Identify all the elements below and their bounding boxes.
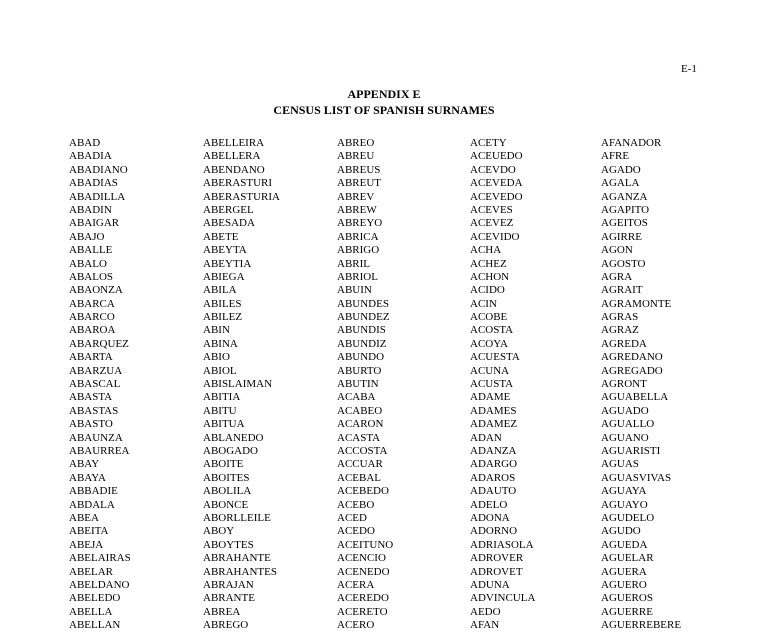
list-item: ABASTAS [69,404,119,417]
surname-column-2 [203,137,280,632]
list-item: ABILA [203,284,237,297]
list-item: ADONA [470,511,510,524]
list-item: ABREA [203,605,241,618]
list-item: ACOYA [470,337,508,350]
list-item: ADRIASOLA [470,538,534,551]
list-item: AGUERRE [601,605,653,618]
list-item: ACEBAL [337,471,381,484]
list-item: ABOYTES [203,538,254,551]
list-item: ABEITA [69,525,109,538]
list-item: ABIO [203,351,230,364]
list-item: ABELEDO [69,592,121,605]
list-item: AGUABELLA [601,391,669,404]
list-item: ABAUNZA [69,431,123,444]
surname-column-5 [601,137,681,632]
surname-columns [0,137,768,632]
list-item: ACERA [337,578,375,591]
list-item: ABARTA [69,351,113,364]
list-item: AGUELAR [601,552,654,565]
list-item: ABADIANO [69,163,128,176]
list-item: ABADIN [69,203,112,216]
list-item: ACEBO [337,498,375,511]
list-item: ABADILLA [69,190,126,203]
list-item: ABUTIN [337,378,379,391]
list-item: ABARCA [69,297,115,310]
list-item: ABASCAL [69,378,121,391]
list-item: ACCOSTA [337,444,388,457]
list-item: ACUESTA [470,351,520,364]
list-item: ABIEGA [203,270,245,283]
list-item: ABERASTURIA [203,190,281,203]
list-item: ABREW [337,203,377,216]
list-item: AGRAS [601,311,639,324]
list-item: ABITU [203,404,237,417]
list-item: AGEITOS [601,217,648,230]
list-item: ADAMEZ [470,418,518,431]
list-item: ACUNA [470,364,510,377]
surname-column-3 [337,137,393,632]
list-item: ABAROA [69,324,116,337]
list-item: ABRANTE [203,592,255,605]
list-item: ACIDO [470,284,505,297]
list-item: AEDO [470,605,501,618]
list-item: ABRAHANTE [203,552,271,565]
list-item: ABENDANO [203,163,265,176]
list-item: AGREDA [601,337,647,350]
list-item: ABUIN [337,284,372,297]
list-item: ABIN [203,324,230,337]
list-item: ABITIA [203,391,241,404]
list-item: ABIOL [203,364,237,377]
list-item: ACEVES [470,203,513,216]
list-item: ACEVEDA [470,177,523,190]
appendix-title: APPENDIX E [347,87,421,101]
list-item: AGRAMONTE [601,297,672,310]
list-item: AGRA [601,270,633,283]
list-item: ABUNDIZ [337,337,387,350]
list-item: ABITUA [203,418,245,431]
list-item: AGALA [601,177,640,190]
list-item: ABEYTIA [203,257,252,270]
list-item: ABERASTURI [203,177,273,190]
list-item: ADROVER [470,552,524,565]
list-item: AGANZA [601,190,648,203]
list-item: ABARCO [69,311,115,324]
list-item: AGUERREBERE [601,619,682,632]
list-item: ACABEO [337,404,383,417]
list-item: ABBADIE [69,485,118,498]
list-item: ABASTO [69,418,113,431]
list-item: AGUERA [601,565,647,578]
list-item: AGAPITO [601,203,650,216]
list-item: ABDALA [69,498,115,511]
list-item: ABORLLEILE [203,511,271,524]
list-item: AGOSTO [601,257,646,270]
list-item: AGUARISTI [601,444,661,457]
list-item: AGUEDA [601,538,648,551]
page-number: E-1 [681,63,697,75]
list-item: ADAN [470,431,502,444]
list-item: ABEYTA [203,244,247,257]
list-item: ABALLE [69,244,113,257]
list-item: AGIRRE [601,230,642,243]
list-item: ACOBE [470,311,508,324]
list-item: ACUSTA [470,378,514,391]
list-item: AGUALLO [601,418,655,431]
list-item: ACHA [470,244,502,257]
list-item: ABILEZ [203,311,243,324]
list-item: AGUDO [601,525,641,538]
list-item: ABREUS [337,163,381,176]
list-item: ADVINCULA [470,592,536,605]
list-item: ACOSTA [470,324,514,337]
list-item: ACHON [470,270,510,283]
list-item: ADUNA [470,578,510,591]
list-item: AGRAIT [601,284,643,297]
list-item: ABISLAIMAN [203,378,273,391]
list-item: ACIN [470,297,497,310]
list-item: ABETE [203,230,239,243]
list-item: ABOITE [203,458,244,471]
list-item: AGUEROS [601,592,653,605]
list-item: AGUANO [601,431,649,444]
list-item: ABREU [337,150,375,163]
list-item: ABADIAS [69,177,118,190]
list-item: ABLANEDO [203,431,264,444]
list-item: ADARGO [470,458,518,471]
list-item: ACEREDO [337,592,389,605]
list-item: ACERETO [337,605,388,618]
list-item: ABURTO [337,364,382,377]
list-item: ACERO [337,619,375,632]
list-item: ACEITUNO [337,538,394,551]
list-item: ABAJO [69,230,105,243]
list-item: AGADO [601,163,641,176]
list-item: ABEA [69,511,99,524]
list-item: ABRAJAN [203,578,254,591]
list-item: ABELDANO [69,578,130,591]
list-item: ABESADA [203,217,255,230]
list-item: ADORNO [470,525,518,538]
list-item: ABARQUEZ [69,337,129,350]
list-item: AGUDELO [601,511,655,524]
list-item: ABONCE [203,498,249,511]
list-item: ACEDO [337,525,375,538]
list-item: ABRIGO [337,244,380,257]
list-item: ACEVEZ [470,217,514,230]
list-item: ABELLERA [203,150,261,163]
list-item: ACEBEDO [337,485,389,498]
list-item: ACEVIDO [470,230,520,243]
list-item: AGRONT [601,378,647,391]
list-item: ABOLILA [203,485,252,498]
list-item: ABAURREA [69,444,130,457]
list-item: ACHEZ [470,257,507,270]
list-item: ABUNDIS [337,324,386,337]
list-item: AFRE [601,150,630,163]
list-item: ACETY [470,137,507,149]
list-item: ABRIL [337,257,370,270]
surname-column-4 [470,137,535,632]
list-item: ABAY [69,458,100,471]
list-item: ABRICA [337,230,379,243]
list-item: ABELLA [69,605,113,618]
list-item: ABELAIRAS [69,552,131,565]
list-item: AGUAYA [601,485,647,498]
list-item: ADAMES [470,404,517,417]
list-item: AGREDANO [601,351,663,364]
list-item: ABELLEIRA [203,137,265,149]
list-item: ACEUEDO [470,150,523,163]
list-item: ABAD [69,137,101,149]
list-item: ABRIOL [337,270,378,283]
list-item: ACEVEDO [470,190,523,203]
list-item: AGUAS [601,458,639,471]
list-item: ABUNDO [337,351,385,364]
list-item: ABALO [69,257,107,270]
list-item: AGREGADO [601,364,663,377]
list-item: AGON [601,244,633,257]
list-item: ABADIA [69,150,112,163]
list-item: ABAONZA [69,284,123,297]
list-item: ABALOS [69,270,114,283]
list-item: AFANADOR [601,137,662,149]
list-item: ABRAHANTES [203,565,277,578]
list-item: ABREGO [203,619,249,632]
list-item: ACABA [337,391,376,404]
list-item: ABOITES [203,471,250,484]
list-title: CENSUS LIST OF SPANISH SURNAMES [273,103,495,117]
list-item: ABOGADO [203,444,258,457]
list-item: ACCUAR [337,458,383,471]
list-item: ABREO [337,137,375,149]
list-item: ACASTA [337,431,381,444]
list-item: ABREV [337,190,375,203]
list-item: ADAME [470,391,511,404]
list-item: ABUNDES [337,297,389,310]
list-item: ABELLAN [69,619,121,632]
list-item: ABARZUA [69,364,123,377]
list-item: ACENCIO [337,552,386,565]
list-item: ABINA [203,337,238,350]
list-item: AGUERO [601,578,647,591]
list-item: ADELO [470,498,508,511]
list-item: ABASTA [69,391,113,404]
list-item: ABERGEL [203,203,254,216]
list-item: ABILES [203,297,242,310]
list-item: ABOY [203,525,235,538]
list-item: AGUASVIVAS [601,471,672,484]
surname-column-1 [69,137,131,632]
list-item: AGUAYO [601,498,648,511]
list-item: ABELAR [69,565,113,578]
list-item: ADAROS [470,471,516,484]
list-item: ABEJA [69,538,104,551]
list-item: ADROVET [470,565,523,578]
list-item: ABREYO [337,217,383,230]
list-item: ABREUT [337,177,381,190]
list-item: ACEVDO [470,163,516,176]
list-item: ABAYA [69,471,106,484]
list-item: ABAIGAR [69,217,120,230]
list-item: ACED [337,511,367,524]
list-item: AGRAZ [601,324,639,337]
list-item: AGUADO [601,404,649,417]
list-item: ADANZA [470,444,517,457]
list-item: AFAN [470,619,500,632]
list-item: ACARON [337,418,384,431]
list-item: ADAUTO [470,485,517,498]
list-item: ABUNDEZ [337,311,390,324]
list-item: ACENEDO [337,565,390,578]
